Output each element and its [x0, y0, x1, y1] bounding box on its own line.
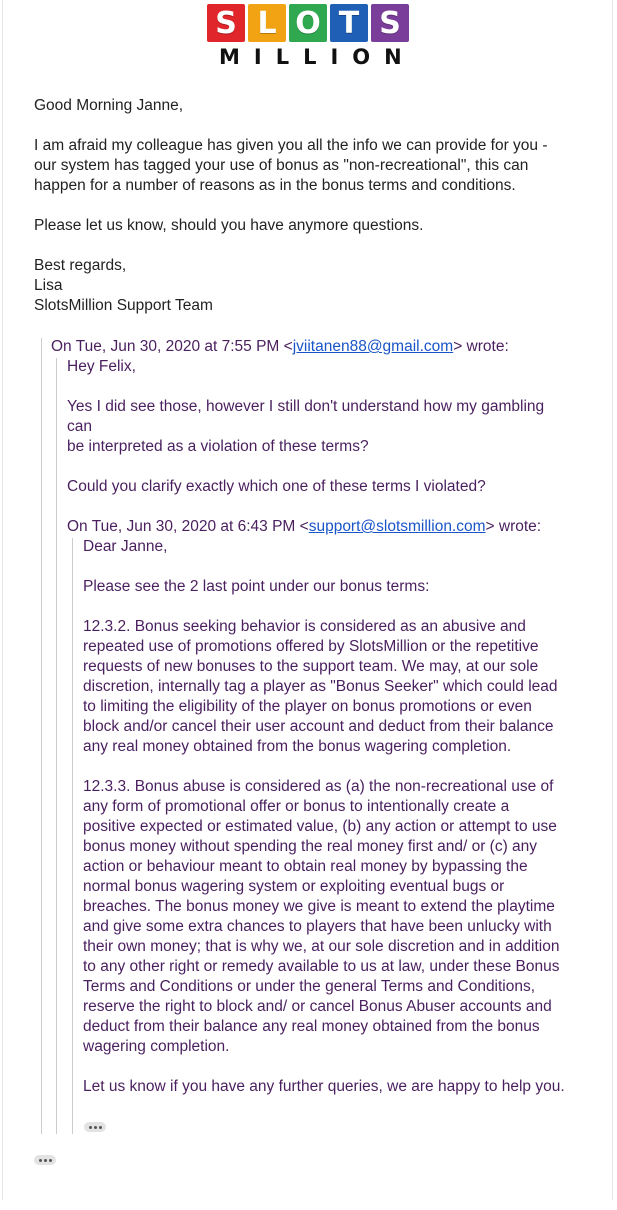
quote1-header-suffix: > wrote: — [453, 338, 509, 355]
quote1-header — [51, 337, 509, 357]
signoff-line: Best regards, — [34, 257, 127, 274]
reply-body-line: our system has tagged your use of bonus as "non-recreational", this can — [34, 157, 529, 174]
slotsmillion-logo — [207, 4, 416, 70]
quote2-greeting: Dear Janne, — [83, 538, 168, 555]
quote-bar-level1 — [56, 358, 57, 1134]
dot-icon — [49, 1159, 52, 1162]
quote1-line: Yes I did see those, however I still don't understand how my gambling — [67, 398, 545, 415]
term-12-3-2-line: discretion, internally tag a player as "Bonus Seeker" which could lead — [83, 678, 558, 695]
term-12-3-3-line: action or behaviour meant to obtain real money by bypassing the — [83, 858, 528, 875]
reply-questions: Please let us know, should you have anymore questions. — [34, 217, 424, 234]
term-12-3-2-line: repeated use of promotions offered by SlotsMillion or the repetitive — [83, 638, 539, 655]
dot-icon — [44, 1159, 47, 1162]
reply-body-line: happen for a number of reasons as in the bonus terms and conditions. — [34, 177, 516, 194]
quote-bar-level2 — [72, 538, 73, 1134]
quote1-line: can — [67, 418, 92, 435]
term-12-3-3-line: positive expected or estimated value, (b) any action or attempt to use — [83, 818, 557, 835]
dot-icon — [94, 1126, 97, 1129]
term-12-3-3-line: and give some extra chances to players that have been unlucky with — [83, 918, 552, 935]
quote1-header-prefix: On Tue, Jun 30, 2020 at 7:55 PM < — [51, 338, 293, 355]
term-12-3-3-line: 12.3.3. Bonus abuse is considered as (a) the non-recreational use of — [83, 778, 554, 795]
quote2-header-prefix: On Tue, Jun 30, 2020 at 6:43 PM < — [67, 518, 309, 535]
logo-letter-s2: S — [371, 4, 409, 42]
term-12-3-3-line: wagering completion. — [83, 1038, 230, 1055]
quote2-header — [67, 517, 541, 537]
logo-subtitle: MILLION — [219, 45, 416, 69]
term-12-3-3-line: bonus money without spending the real money first and/ or (c) any — [83, 838, 538, 855]
signoff-team: SlotsMillion Support Team — [34, 297, 213, 314]
logo-letter-o: O — [289, 4, 327, 42]
logo-letter-t: T — [330, 4, 368, 42]
quote-bar-outer — [41, 338, 42, 1134]
quote2-header-suffix: > wrote: — [485, 518, 542, 535]
quote2-intro: Please see the 2 last point under our bonus terms: — [83, 578, 430, 595]
show-trimmed-content-button[interactable] — [34, 1155, 56, 1165]
quote1-greeting: Hey Felix, — [67, 358, 136, 375]
dot-icon — [39, 1159, 42, 1162]
quote1-question: Could you clarify exactly which one of these terms I violated? — [67, 478, 486, 495]
dot-icon — [89, 1126, 92, 1129]
quote1-sender-email-link[interactable]: jviitanen88@gmail.com — [292, 338, 454, 355]
logo-letter-l: L — [248, 4, 286, 42]
reply-body-line: I am afraid my colleague has given you all the info we can provide for you - — [34, 137, 548, 154]
term-12-3-3-line: Terms and Conditions or under the general Terms and Conditions, — [83, 978, 536, 995]
quote1-line: be interpreted as a violation of these terms? — [67, 438, 369, 455]
logo-letter-s: S — [207, 4, 245, 42]
term-12-3-2-line: block and/or cancel their user account and deduct from their balance — [83, 718, 554, 735]
term-12-3-2-line: 12.3.2. Bonus seeking behavior is considered as an abusive and — [83, 618, 526, 635]
quote2-sender-email-link[interactable]: support@slotsmillion.com — [308, 518, 486, 535]
term-12-3-2-line: requests of new bonuses to the support team. We may, at our sole — [83, 658, 539, 675]
quote2-closing: Let us know if you have any further queries, we are happy to help you. — [83, 1078, 565, 1095]
term-12-3-2-line: to limiting the eligibility of the player on bonus promotions or even — [83, 698, 532, 715]
term-12-3-3-line: normal bonus wagering system or exploiting eventual bugs or — [83, 878, 505, 895]
reply-greeting: Good Morning Janne, — [34, 97, 184, 114]
term-12-3-3-line: to any other right or remedy available to us at law, under these Bonus — [83, 958, 560, 975]
term-12-3-2-line: any real money obtained from the bonus wagering completion. — [83, 738, 512, 755]
dot-icon — [99, 1126, 102, 1129]
show-trimmed-content-button-inner[interactable] — [84, 1122, 106, 1132]
signoff-name: Lisa — [34, 277, 63, 294]
term-12-3-3-line: reserve the right to block and/ or cancel Bonus Abuser accounts and — [83, 998, 552, 1015]
term-12-3-3-line: breaches. The bonus money we give is meant to extend the playtime — [83, 898, 555, 915]
logo-tiles — [207, 4, 411, 42]
term-12-3-3-line: deduct from their balance any real money obtained from the bonus — [83, 1018, 540, 1035]
term-12-3-3-line: their own money; that is why we, at our sole discretion and in addition — [83, 938, 560, 955]
term-12-3-3-line: any form of promotional offer or bonus to intentionally create a — [83, 798, 510, 815]
